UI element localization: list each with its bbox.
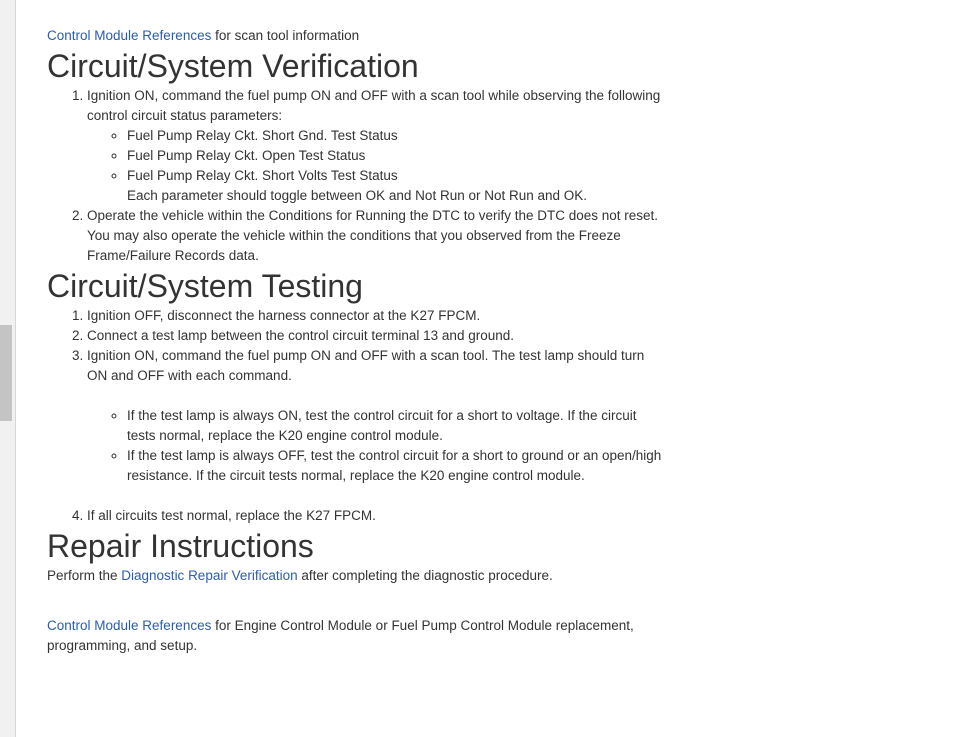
parameter-item: ◦ Fuel Pump Relay Ckt. Short Gnd. Test Status bbox=[127, 126, 667, 146]
parameter-item-text: Fuel Pump Relay Ckt. Short Volts Test Status bbox=[127, 168, 398, 183]
repair-post-text: after completing the diagnostic procedure. bbox=[297, 568, 553, 583]
repair-paragraph bbox=[47, 566, 667, 586]
testing-heading: Circuit/System Testing bbox=[47, 268, 363, 304]
testing-step-1: 1. Ignition OFF, disconnect the harness connector at the K27 FPCM. bbox=[87, 306, 667, 326]
testing-step-2: 2. Connect a test lamp between the control circuit terminal 13 and ground. bbox=[87, 326, 667, 346]
verification-step-1 bbox=[87, 86, 667, 206]
result-list bbox=[87, 406, 667, 486]
testing-step-4: 4. If all circuits test normal, replace the K27 FPCM. bbox=[87, 506, 667, 526]
repair-heading: Repair Instructions bbox=[47, 528, 314, 564]
testing-step-3 bbox=[87, 346, 667, 506]
left-panel-rail bbox=[0, 0, 16, 737]
parameter-item: ◦ Fuel Pump Relay Ckt. Open Test Status bbox=[127, 146, 667, 166]
verification-step-2: 2. Operate the vehicle within the Conditions for Running the DTC to verify the DTC does not reset. You may also operate the vehicle within the conditions that you observed from the Freeze Frame/Failure Records data. bbox=[87, 206, 667, 266]
testing-step-3-text: Ignition ON, command the fuel pump ON and OFF with a scan tool. The test lamp should turn ON and OFF with each command. bbox=[87, 348, 645, 383]
scrollbar-thumb[interactable] bbox=[0, 325, 12, 421]
verification-step-1-text: Ignition ON, command the fuel pump ON and OFF with a scan tool while observing the following control circuit status parameters: bbox=[87, 88, 661, 123]
repair-references-paragraph bbox=[47, 616, 667, 656]
control-module-references-link[interactable]: Control Module References bbox=[47, 28, 212, 43]
testing-steps bbox=[47, 306, 667, 526]
verification-steps bbox=[47, 86, 667, 266]
parameter-list bbox=[87, 126, 667, 206]
intro-text: for scan tool information bbox=[211, 28, 360, 43]
parameter-item bbox=[127, 166, 667, 206]
document-content bbox=[47, 26, 667, 656]
verification-heading: Circuit/System Verification bbox=[47, 48, 419, 84]
parameter-note: Each parameter should toggle between OK and Not Run or Not Run and OK. bbox=[127, 188, 588, 203]
repair-pre-text: Perform the bbox=[47, 568, 122, 583]
repair-references-text: for Engine Control Module or Fuel Pump Control Module replacement, programming, and setup. bbox=[47, 618, 634, 653]
result-item: ◦ If the test lamp is always OFF, test the control circuit for a short to ground or an open/high resistance. If the circuit tests normal, replace the K20 engine control module. bbox=[127, 446, 667, 486]
control-module-references-link-2[interactable]: Control Module References bbox=[47, 618, 212, 633]
diagnostic-repair-verification-link[interactable]: Diagnostic Repair Verification bbox=[121, 568, 298, 583]
intro-paragraph bbox=[47, 26, 667, 46]
result-item: ◦ If the test lamp is always ON, test the control circuit for a short to voltage. If the circuit tests normal, replace the K20 engine control module. bbox=[127, 406, 667, 446]
